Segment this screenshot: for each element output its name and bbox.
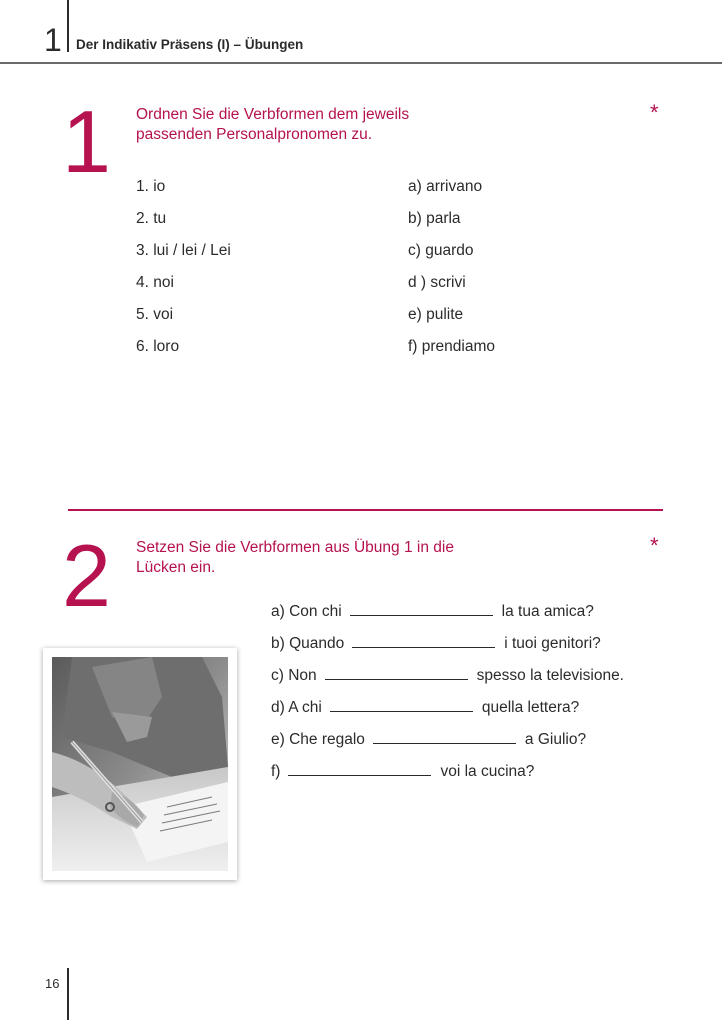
sentence-start: b) Quando <box>271 635 345 652</box>
fill-in-blank[interactable] <box>352 634 495 648</box>
sentence-d <box>271 698 579 718</box>
sentence-end: a Giulio? <box>524 731 587 748</box>
pronoun-item: 1. io <box>136 178 166 195</box>
chapter-number: 1 <box>44 22 62 58</box>
sentence-end: quella lettera? <box>481 699 580 716</box>
pronoun-item: 3. lui / lei / Lei <box>136 242 231 259</box>
sentence-start: f) <box>271 763 281 780</box>
fill-in-blank[interactable] <box>373 730 516 744</box>
exercise-1-number: 1 <box>62 92 111 191</box>
header-divider <box>67 0 69 52</box>
sentence-e <box>271 730 586 750</box>
sentence-f <box>271 762 534 782</box>
sentence-start: a) Con chi <box>271 603 342 620</box>
sentence-start: c) Non <box>271 667 317 684</box>
pronoun-item: 5. voi <box>136 306 174 323</box>
verb-item: b) parla <box>408 210 461 227</box>
header-rule <box>0 62 722 64</box>
exercise-1-difficulty-star: * <box>650 100 659 125</box>
pronoun-list <box>136 177 231 369</box>
fill-in-blank[interactable] <box>350 602 493 616</box>
exercise-2-instruction: Setzen Sie die Verbformen aus Übung 1 in die Lücken ein. <box>136 539 454 576</box>
exercise-2-difficulty-star: * <box>650 533 659 558</box>
sentence-start: d) A chi <box>271 699 322 716</box>
sentence-end: i tuoi genitori? <box>504 635 601 652</box>
fill-in-blank[interactable] <box>288 762 431 776</box>
chapter-title: Der Indikativ Präsens (I) – Übungen <box>76 37 304 52</box>
page-number: 16 <box>45 976 60 991</box>
pronoun-item: 6. loro <box>136 338 180 355</box>
verb-list <box>408 177 495 369</box>
verb-item: a) arrivano <box>408 178 483 195</box>
exercise-1-instruction: Ordnen Sie die Verbformen dem jeweils passenden Personalpronomen zu. <box>136 106 410 143</box>
writing-hand-image <box>52 657 228 871</box>
footer-divider <box>67 968 69 1020</box>
pronoun-item: 2. tu <box>136 210 167 227</box>
sentence-end: la tua amica? <box>501 603 594 620</box>
sentence-end: voi la cucina? <box>440 763 535 780</box>
sentence-c <box>271 666 624 686</box>
sentence-start: e) Che regalo <box>271 731 365 748</box>
sentence-end: spesso la televisione. <box>476 667 624 684</box>
section-divider <box>68 509 663 511</box>
verb-item: e) pulite <box>408 306 464 323</box>
fill-in-blank[interactable] <box>330 698 473 712</box>
sentence-a <box>271 602 594 622</box>
writing-photo <box>43 648 237 880</box>
sentence-b <box>271 634 601 654</box>
verb-item: c) guardo <box>408 242 474 259</box>
verb-item: d ) scrivi <box>408 274 466 291</box>
pronoun-item: 4. noi <box>136 274 174 291</box>
verb-item: f) prendiamo <box>408 338 496 355</box>
fill-in-blank[interactable] <box>325 666 468 680</box>
exercise-2-number: 2 <box>62 526 111 625</box>
